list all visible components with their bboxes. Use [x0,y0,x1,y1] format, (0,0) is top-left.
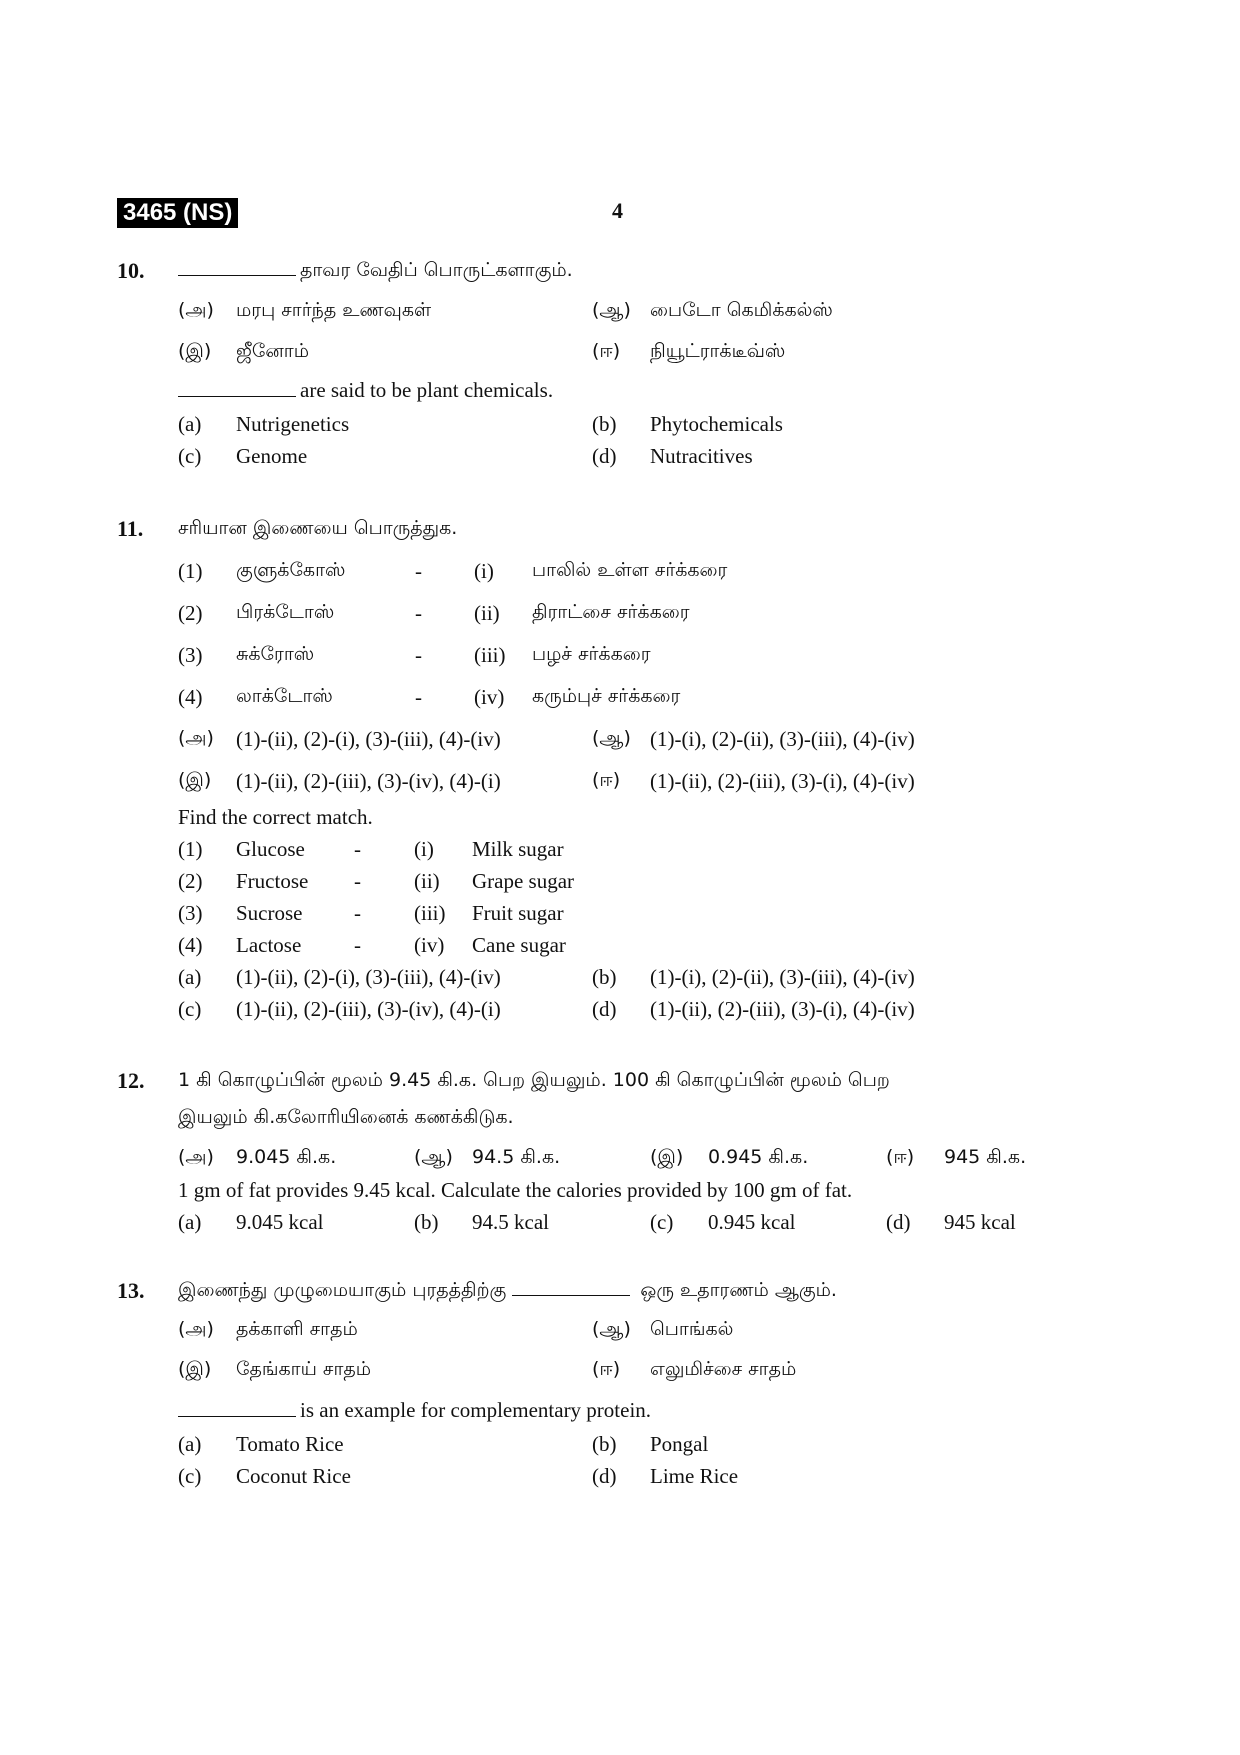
match-roman: (iv) [474,685,505,709]
match-roman: (i) [474,559,494,583]
option-label: (அ) [178,727,214,749]
match-item: Fructose [236,869,309,893]
match-item: குளுக்கோஸ் [236,559,346,581]
option-text: 9.045 kcal [236,1210,324,1234]
option-text: Coconut Rice [236,1464,351,1488]
match-dash: - [354,869,361,893]
answer-blank [178,261,296,276]
match-number: (3) [178,901,203,925]
question-stem-english: Find the correct match. [178,805,373,829]
match-roman: (iii) [474,643,506,667]
question-stem-english: 1 gm of fat provides 9.45 kcal. Calculate the calories provided by 100 gm of fat. [178,1178,853,1202]
option-label: (இ) [178,340,212,362]
option-text: 94.5 கி.க. [472,1146,561,1168]
match-answer: Fruit sugar [472,901,564,925]
page-number: 4 [612,198,623,223]
match-dash: - [354,901,361,925]
option-text: (1)-(ii), (2)-(iii), (3)-(iv), (4)-(i) [236,997,501,1021]
option-label: (ஆ) [414,1146,453,1168]
option-label: (d) [592,444,617,468]
option-text: எலுமிச்சை சாதம் [650,1358,797,1380]
option-text: பைடோ கெமிக்கல்ஸ் [650,299,833,321]
option-label: (ஆ) [592,299,631,321]
option-label: (ஆ) [592,1318,631,1340]
option-label: (d) [886,1210,911,1234]
option-label: (b) [592,412,617,436]
question-stem-tamil: தாவர வேதிப் பொருட்களாகும். [178,259,573,284]
option-label: (ஈ) [592,340,621,362]
option-label: (a) [178,1432,202,1456]
option-label: (அ) [178,1318,214,1340]
option-text: (1)-(ii), (2)-(i), (3)-(iii), (4)-(iv) [236,965,501,989]
option-text: தக்காளி சாதம் [236,1318,358,1340]
question-number: 12. [117,1068,145,1093]
option-text: Tomato Rice [236,1432,344,1456]
question-stem-english: is an example for complementary protein. [178,1398,651,1423]
match-roman: (ii) [414,869,440,893]
option-label: (c) [178,444,202,468]
match-answer: Cane sugar [472,933,566,957]
option-label: (a) [178,412,202,436]
match-dash: - [415,559,422,583]
option-text: 945 கி.க. [944,1146,1027,1168]
match-item: சுக்ரோஸ் [236,643,315,665]
option-text: 945 kcal [944,1210,1016,1234]
option-label: (இ) [650,1146,684,1168]
option-text: (1)-(i), (2)-(ii), (3)-(iii), (4)-(iv) [650,965,915,989]
option-label: (ஈ) [592,769,621,791]
option-text: பொங்கல் [650,1318,734,1340]
option-text: (1)-(ii), (2)-(iii), (3)-(i), (4)-(iv) [650,769,915,793]
question-stem-tamil: இணைந்து முழுமையாகும் புரதத்திற்கு ஒரு உதாரணம் ஆகும். [178,1279,837,1301]
option-label: (b) [414,1210,439,1234]
question-number: 13. [117,1278,145,1303]
option-text: (1)-(i), (2)-(ii), (3)-(iii), (4)-(iv) [650,727,915,751]
match-roman: (i) [414,837,434,861]
question-stem-tamil-cont: இயலும் கி.கலோரியினைக் கணக்கிடுக. [178,1106,514,1128]
question-stem-tamil: 1 கி கொழுப்பின் மூலம் 9.45 கி.க. பெற இயலும். 100 கி கொழுப்பின் மூலம் பெற [178,1069,890,1091]
match-item: Sucrose [236,901,303,925]
match-answer: கரும்புச் சர்க்கரை [532,685,681,707]
match-answer: Milk sugar [472,837,564,861]
answer-blank [512,1281,630,1296]
match-answer: பாலில் உள்ள சர்க்கரை [532,559,728,581]
option-label: (c) [178,1464,202,1488]
option-text: (1)-(ii), (2)-(i), (3)-(iii), (4)-(iv) [236,727,501,751]
option-label: (இ) [178,769,212,791]
match-item: Lactose [236,933,302,957]
option-text: மரபு சார்ந்த உணவுகள் [236,299,432,321]
option-label: (c) [178,997,202,1021]
option-text: 0.945 kcal [708,1210,796,1234]
option-text: 94.5 kcal [472,1210,549,1234]
match-dash: - [354,933,361,957]
option-label: (அ) [178,299,214,321]
option-label: (c) [650,1210,674,1234]
question-number: 10. [117,258,145,283]
option-label: (d) [592,997,617,1021]
option-text: Nutracitives [650,444,753,468]
option-label: (ஈ) [886,1146,915,1168]
option-text: Nutrigenetics [236,412,350,436]
option-text: தேங்காய் சாதம் [236,1358,372,1380]
option-label: (b) [592,965,617,989]
answer-blank [178,382,296,397]
match-item: Glucose [236,837,305,861]
option-label: (இ) [178,1358,212,1380]
option-text: ஜீனோம் [236,340,310,362]
option-label: (b) [592,1432,617,1456]
question-stem-english: are said to be plant chemicals. [178,378,553,403]
option-text: 0.945 கி.க. [708,1146,809,1168]
option-label: (d) [592,1464,617,1488]
match-roman: (iii) [414,901,446,925]
match-answer: திராட்சை சர்க்கரை [532,601,690,623]
match-roman: (ii) [474,601,500,625]
match-number: (2) [178,869,203,893]
paper-code: 3465 (NS) [117,198,238,228]
match-dash: - [354,837,361,861]
option-label: (a) [178,965,202,989]
match-number: (4) [178,933,203,957]
option-label: (a) [178,1210,202,1234]
option-label: (அ) [178,1146,214,1168]
match-dash: - [415,601,422,625]
match-answer: Grape sugar [472,869,575,893]
question-stem-tamil: சரியான இணையை பொருத்துக. [178,517,458,539]
match-number: (2) [178,601,203,625]
match-number: (3) [178,643,203,667]
match-number: (1) [178,837,203,861]
option-text: (1)-(ii), (2)-(iii), (3)-(iv), (4)-(i) [236,769,501,793]
match-dash: - [415,643,422,667]
option-text: Lime Rice [650,1464,739,1488]
match-item: லாக்டோஸ் [236,685,333,707]
option-text: Phytochemicals [650,412,783,436]
match-item: பிரக்டோஸ் [236,601,335,623]
match-number: (4) [178,685,203,709]
match-dash: - [415,685,422,709]
match-answer: பழச் சர்க்கரை [532,643,651,665]
option-label: (ஈ) [592,1358,621,1380]
option-label: (ஆ) [592,727,631,749]
option-text: நியூட்ராக்டீவ்ஸ் [650,340,786,362]
option-text: 9.045 கி.க. [236,1146,337,1168]
option-text: (1)-(ii), (2)-(iii), (3)-(i), (4)-(iv) [650,997,915,1021]
option-text: Genome [236,444,308,468]
option-text: Pongal [650,1432,709,1456]
match-number: (1) [178,559,203,583]
match-roman: (iv) [414,933,445,957]
question-number: 11. [117,516,144,541]
answer-blank [178,1402,296,1417]
